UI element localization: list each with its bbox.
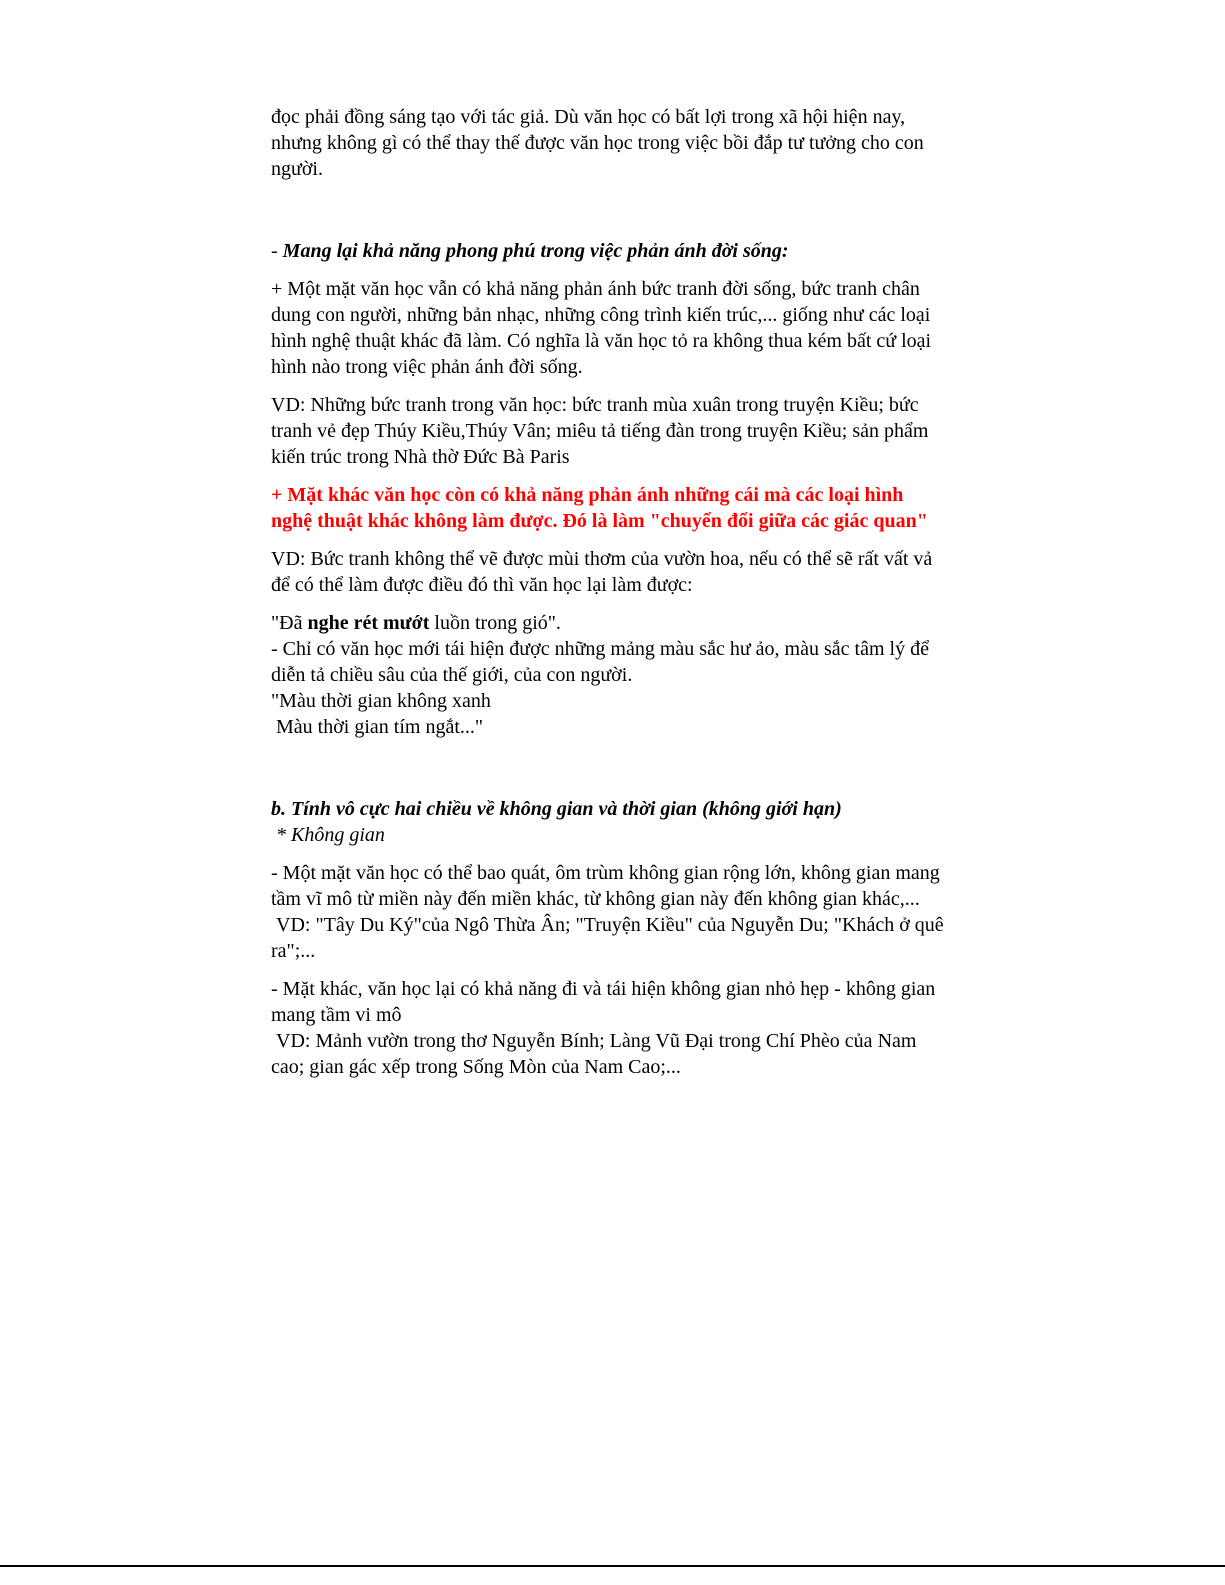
space-point-one: - Một mặt văn học có thể bao quát, ôm trùm không gian rộng lớn, không gian mang tầm vĩ mô từ miền này đến miền khác, từ không gian này đến không gian khác,...	[271, 862, 940, 910]
quote-and-poem-block	[271, 610, 946, 740]
example-two-paragraph: VD: Bức tranh không thể vẽ được mùi thơm của vườn hoa, nếu có thể sẽ rất vất vả để có thể làm được điều đó thì văn học lại làm được:	[271, 548, 933, 596]
spacer	[271, 194, 946, 238]
section-b-subheading: * Không gian	[271, 824, 385, 846]
quote-bold: nghe rét mướt	[307, 612, 430, 634]
poem-line-two: Màu thời gian tím ngắt..."	[271, 716, 484, 738]
point-two-highlight: Mặt khác văn học còn có khả năng phản ánh những cái mà các loại hình nghệ thuật khác không làm được. Đó là làm "chuyển đổi giữa các giác quan"	[271, 484, 928, 532]
spacer	[271, 752, 946, 796]
point-two-prefix: +	[271, 484, 288, 506]
point-one-paragraph: + Một mặt văn học vẫn có khả năng phản ánh bức tranh đời sống, bức tranh chân dung con người, những bản nhạc, những công trình kiến trúc,... giống như các loại hình nghệ thuật khác đã làm. Có nghĩa là văn học tỏ ra không thua kém bất cứ loại hình nào trong việc phản ánh đời sống.	[271, 278, 932, 378]
heading-text: Mang lại khả năng phong phú trong việc phản ánh đời sống:	[282, 240, 789, 262]
section-heading-reflection	[271, 238, 946, 264]
quote-start: "Đã	[271, 612, 308, 634]
heading-dash: -	[271, 240, 283, 262]
space-point-two: - Mặt khác, văn học lại có khả năng đi và tái hiện không gian nhỏ hẹp - không gian mang tầm vi mô	[271, 978, 936, 1026]
intro-paragraph: đọc phải đồng sáng tạo với tác giả. Dù văn học có bất lợi trong xã hội hiện nay, nhưng không gì có thể thay thế được văn học trong việc bồi đắp tư tưởng cho con người.	[271, 106, 924, 180]
space-example-two: VD: Mảnh vườn trong thơ Nguyễn Bính; Làng Vũ Đại trong Chí Phèo của Nam cao; gian gác xếp trong Sống Mòn của Nam Cao;...	[271, 1030, 922, 1078]
quote-end: luồn trong gió".	[429, 612, 561, 634]
point-three-text: - Chỉ có văn học mới tái hiện được những mảng màu sắc hư ảo, màu sắc tâm lý để diễn tả chiều sâu của thế giới, của con người.	[271, 638, 929, 686]
point-two-paragraph	[271, 482, 946, 534]
space-example-one: VD: "Tây Du Ký"của Ngô Thừa Ân; "Truyện Kiều" của Nguyễn Du; "Khách ở quê ra";...	[271, 914, 949, 962]
document-page	[271, 104, 949, 1092]
example-one-paragraph: VD: Những bức tranh trong văn học: bức tranh mùa xuân trong truyện Kiều; bức tranh vẻ đẹp Thúy Kiều,Thúy Vân; miêu tả tiếng đàn trong truyện Kiều; sản phẩm kiến trúc trong Nhà thờ Đức Bà Paris	[271, 394, 929, 468]
space-point-one-block	[271, 860, 949, 964]
quote-line	[271, 610, 946, 636]
section-b-heading: b. Tính vô cực hai chiều về không gian và thời gian (không giới hạn)	[271, 798, 842, 820]
section-b-heading-block	[271, 796, 946, 848]
page-bottom-rule	[0, 1565, 1225, 1567]
poem-line-one: "Màu thời gian không xanh	[271, 690, 491, 712]
space-point-two-block	[271, 976, 946, 1080]
